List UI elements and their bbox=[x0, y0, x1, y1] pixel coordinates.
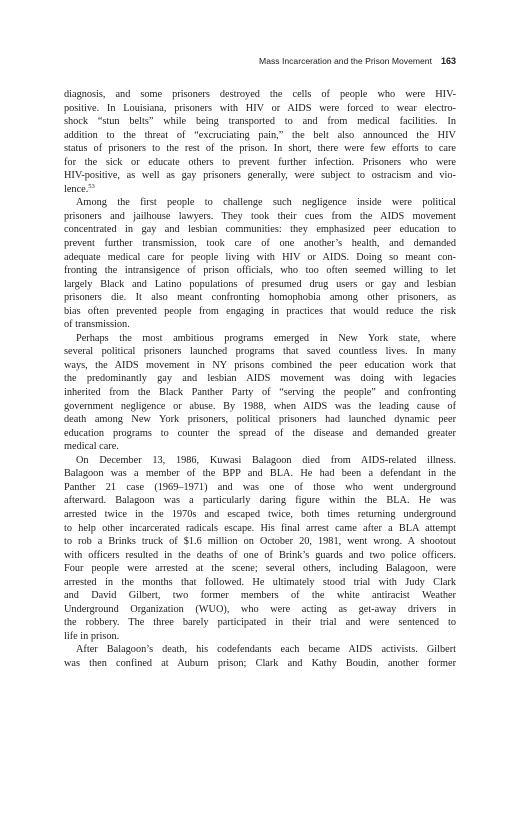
text-line-content: bias often prevented people from engaging in practices that would reduce the risk bbox=[64, 305, 456, 317]
text-line-content: HIV-positive, as well as gay prisoners generally, were subject to ostracism and vio- bbox=[64, 170, 456, 182]
text-line bbox=[64, 183, 456, 197]
text-line bbox=[64, 251, 456, 265]
text-line-content: inherited from the Black Panther Party of “serving the people” and confronting bbox=[64, 387, 456, 399]
text-line-content: concentrated in gay and lesbian communities: they emphasized peer education to bbox=[64, 224, 456, 236]
text-line-content: Panther 21 case (1969–1971) and was one of those who went underground bbox=[64, 481, 456, 493]
text-line bbox=[64, 359, 456, 373]
text-line-content: life in prison. bbox=[64, 630, 120, 642]
text-line-content: was then confined at Auburn prison; Clark and Kathy Boudin, another former bbox=[64, 657, 456, 669]
text-line bbox=[64, 413, 456, 427]
text-line-content: prisoners die. It also meant confronting homophobia among other prisoners, as bbox=[64, 292, 456, 304]
text-line bbox=[64, 535, 456, 549]
text-line-content: education programs to counter the spread of the disease and demanded greater bbox=[64, 427, 456, 439]
text-line bbox=[64, 576, 456, 590]
text-line bbox=[64, 115, 456, 129]
text-line-content: of transmission. bbox=[64, 319, 130, 331]
text-line bbox=[64, 169, 456, 183]
text-line bbox=[64, 237, 456, 251]
text-line-content: government negligence or abuse. By 1988, when AIDS was the leading cause of bbox=[64, 400, 456, 412]
text-line bbox=[64, 88, 456, 102]
text-line-content: arrested twice in the 1970s and escaped twice, both times returning underground bbox=[64, 508, 456, 520]
text-line bbox=[64, 481, 456, 495]
text-line bbox=[64, 508, 456, 522]
text-line-content: afterward. Balagoon was a particularly daring figure within the BLA. He was bbox=[64, 495, 456, 507]
text-line-content: diagnosis, and some prisoners destroyed the cells of people who were HIV- bbox=[64, 89, 456, 100]
text-line bbox=[64, 494, 456, 508]
text-line-content: Underground Organization (WUO), who were acting as get-away drivers in bbox=[64, 603, 456, 615]
text-line bbox=[64, 454, 456, 468]
text-line-content: positive. In Louisiana, prisoners with HIV or AIDS were forced to wear electro- bbox=[64, 102, 456, 114]
text-line bbox=[64, 522, 456, 536]
text-line-content: arrested in the months that followed. He ultimately stood trial with Judy Clark bbox=[64, 576, 456, 588]
text-line-content: Four people were arrested at the scene; several others, including Balagoon, were bbox=[64, 563, 456, 575]
text-line-content: After Balagoon’s death, his codefendants each became AIDS activists. Gilbert bbox=[76, 644, 456, 656]
text-line bbox=[64, 332, 456, 346]
text-line bbox=[64, 372, 456, 386]
text-line-content: ways, the AIDS movement in NY prisons combined the peer education work that bbox=[64, 359, 456, 371]
text-line bbox=[64, 345, 456, 359]
running-title: Mass Incarceration and the Prison Movement bbox=[259, 56, 432, 66]
body-text bbox=[64, 88, 456, 671]
text-line-content: and David Gilbert, two former members of the white antiracist Weather bbox=[64, 590, 456, 602]
text-line bbox=[64, 305, 456, 319]
text-line bbox=[64, 589, 456, 603]
text-line-content: addition to the threat of “excruciating pain,” the belt also announced the HIV bbox=[64, 129, 456, 141]
text-line-content: the predominantly gay and lesbian AIDS movement was doing with legacies bbox=[64, 373, 456, 385]
text-line bbox=[64, 616, 456, 630]
text-line-content: medical care. bbox=[64, 441, 119, 453]
text-line bbox=[64, 400, 456, 414]
text-line-content: On December 13, 1986, Kuwasi Balagoon died from AIDS-related illness. bbox=[76, 454, 456, 466]
text-line bbox=[64, 129, 456, 143]
footnote-marker[interactable]: 53 bbox=[88, 182, 95, 190]
text-line bbox=[64, 549, 456, 563]
text-line-content: lence. bbox=[64, 183, 89, 195]
text-line-content: status of prisoners to the rest of the prison. In short, there were few efforts to care bbox=[64, 143, 456, 155]
text-line-content: to rob a Brinks truck of $1.6 million on October 20, 1981, went wrong. A shootout bbox=[64, 536, 456, 548]
text-line bbox=[64, 562, 456, 576]
text-line-content: prevent further transmission, took care of one another’s health, and demanded bbox=[64, 238, 456, 250]
text-line bbox=[64, 142, 456, 156]
text-line-content: several political prisoners launched programs that saved countless lives. In many bbox=[64, 346, 456, 358]
text-line bbox=[64, 223, 456, 237]
text-line-content: Among the first people to challenge such negligence inside were political bbox=[76, 197, 456, 209]
text-line-content: death among New York prisoners, political prisoners had launched dynamic peer bbox=[64, 414, 456, 426]
text-line bbox=[64, 440, 456, 454]
running-head bbox=[220, 56, 456, 66]
text-line bbox=[64, 386, 456, 400]
text-line-content: fronting the intransigence of prison officials, who too often seemed willing to let bbox=[64, 265, 456, 277]
text-line-content: adequate medical care for people living with HIV or AIDS. Doing so meant con- bbox=[64, 251, 456, 263]
text-line bbox=[64, 318, 456, 332]
text-line bbox=[64, 630, 456, 644]
text-line bbox=[64, 467, 456, 481]
text-line bbox=[64, 210, 456, 224]
text-line bbox=[64, 156, 456, 170]
text-line-content: to help other incarcerated radicals escape. His final arrest came after a BLA attempt bbox=[64, 522, 456, 534]
text-line bbox=[64, 264, 456, 278]
text-line bbox=[64, 196, 456, 210]
text-line-content: largely Black and Latino populations of presumed drug users or gay and lesbian bbox=[64, 278, 456, 290]
text-line bbox=[64, 603, 456, 617]
text-line bbox=[64, 291, 456, 305]
page-number: 163 bbox=[440, 56, 456, 66]
text-line-content: prisoners and jailhouse lawyers. They took their cues from the AIDS movement bbox=[64, 210, 456, 222]
text-line bbox=[64, 427, 456, 441]
text-line bbox=[64, 102, 456, 116]
text-line bbox=[64, 278, 456, 292]
text-line-content: with officers resulted in the deaths of one of Brink’s guards and two police officers. bbox=[64, 549, 456, 561]
text-line-content: Balagoon was a member of the BPP and BLA. He had been a defendant in the bbox=[64, 468, 456, 480]
text-line-content: Perhaps the most ambitious programs emerged in New York state, where bbox=[76, 332, 456, 344]
text-line-content: for the sick or educate others to prevent further infection. Prisoners who were bbox=[64, 156, 456, 168]
text-line bbox=[64, 643, 456, 657]
text-line-content: the robbery. The three barely participated in their trial and were sentenced to bbox=[64, 617, 456, 629]
text-line bbox=[64, 657, 456, 671]
text-line-content: shock “stun belts” while being transported to and from medical facilities. In bbox=[64, 116, 456, 128]
